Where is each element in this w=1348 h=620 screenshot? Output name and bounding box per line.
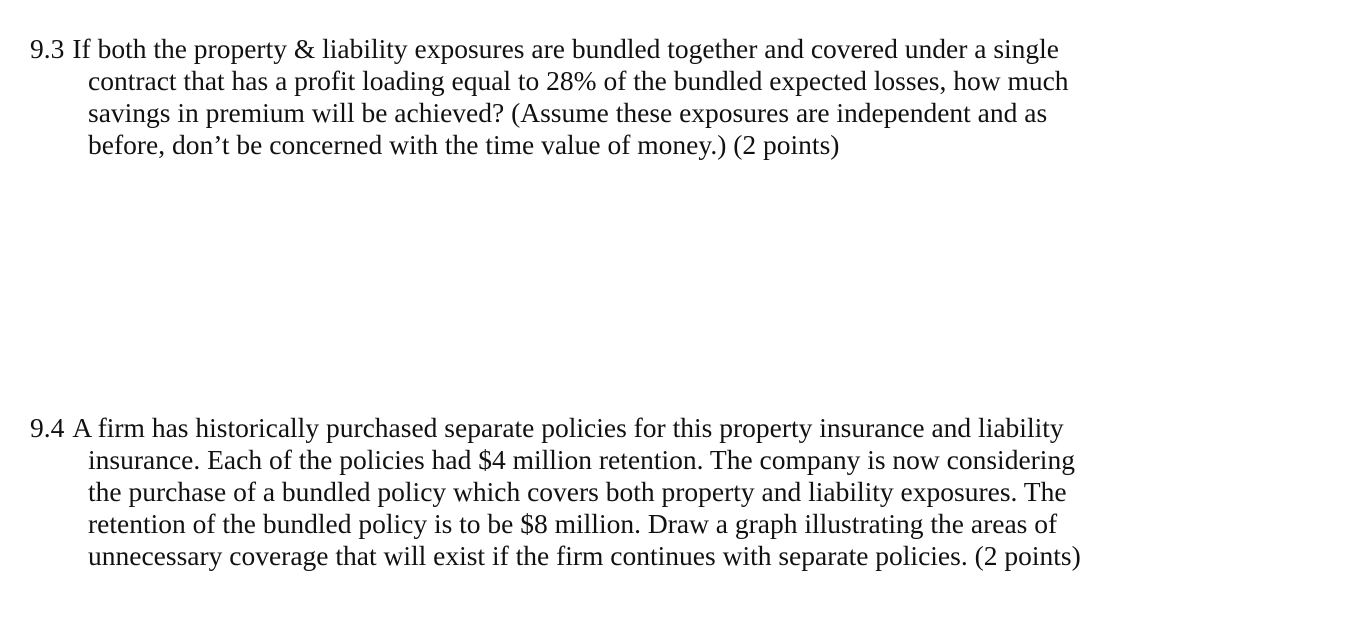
question-number: 9.3 bbox=[30, 33, 65, 64]
question-line: unnecessary coverage that will exist if the firm continues with separate policies. (2 points) bbox=[88, 540, 1081, 571]
question-line: before, don’t be concerned with the time value of money.) (2 points) bbox=[88, 129, 840, 160]
question-line: savings in premium will be achieved? (Assume these exposures are independent and as bbox=[88, 97, 1048, 128]
question-9-3 bbox=[30, 33, 1330, 161]
question-number: 9.4 bbox=[30, 412, 65, 443]
question-9-4 bbox=[30, 412, 1330, 572]
question-line: insurance. Each of the policies had $4 million retention. The company is now considering bbox=[88, 444, 1075, 475]
question-line: the purchase of a bundled policy which covers both property and liability exposures. The bbox=[88, 476, 1067, 507]
question-line: retention of the bundled policy is to be $8 million. Draw a graph illustrating the areas of bbox=[88, 508, 1058, 539]
question-text: A firm has historically purchased separate policies for this property insurance and liability bbox=[72, 412, 1064, 443]
question-line: contract that has a profit loading equal to 28% of the bundled expected losses, how much bbox=[88, 65, 1069, 96]
question-line bbox=[30, 33, 1330, 65]
question-line bbox=[30, 412, 1330, 444]
question-text: If both the property & liability exposures are bundled together and covered under a single bbox=[72, 33, 1060, 64]
